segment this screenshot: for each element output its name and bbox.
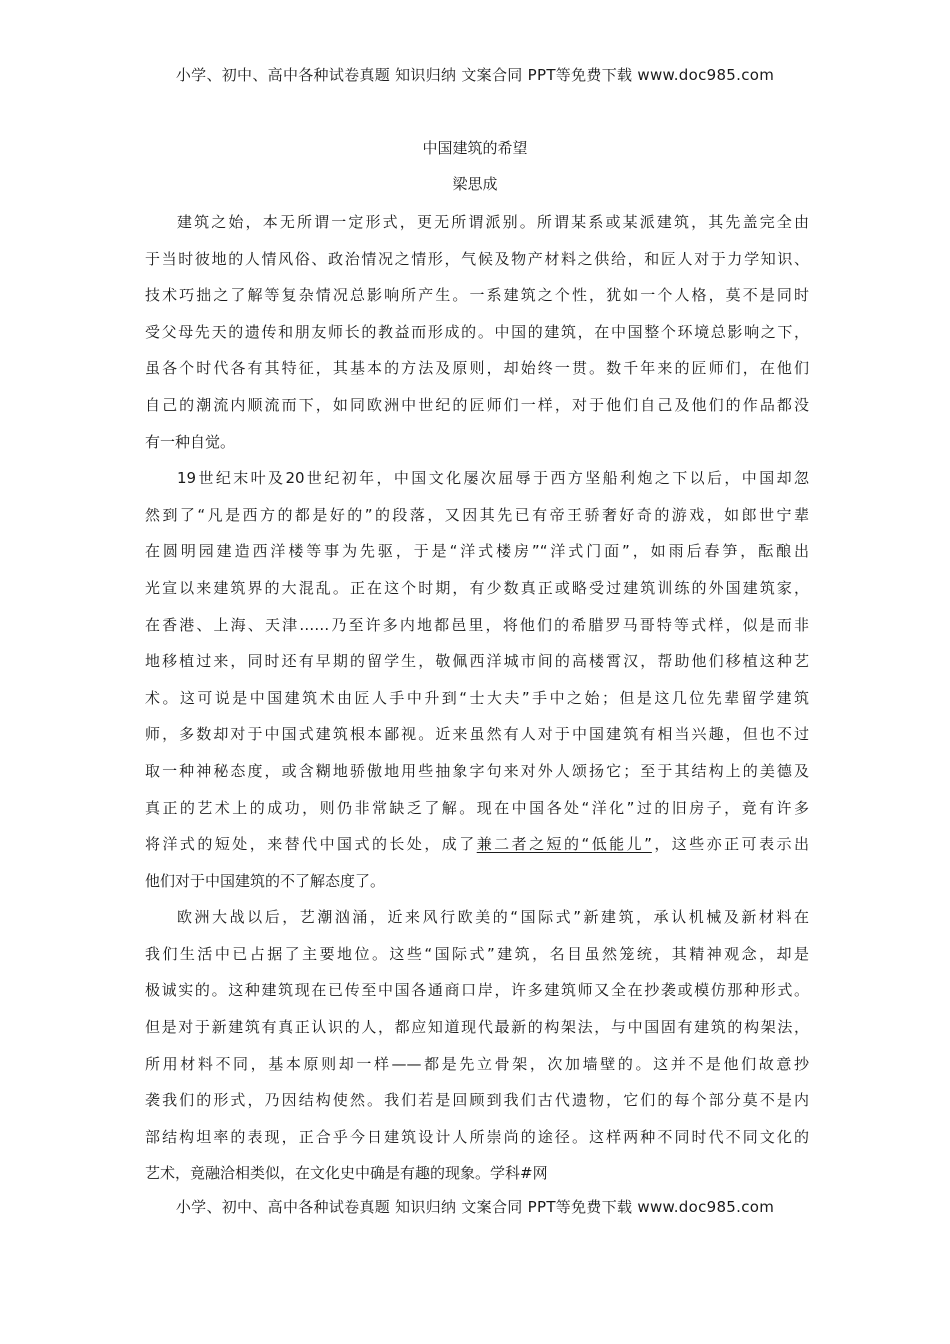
text-line: 建筑之始，本无所谓一定形式，更无所谓派别。所谓某系或某派建筑，其先盖完全由	[177, 213, 809, 231]
text-line: 技术巧拙之了解等复杂情况总影响所产生。一系建筑之个性，犹如一个人格，莫不是同时	[145, 286, 809, 305]
text-segment: ，这些亦正可表示出	[651, 835, 809, 854]
paragraph-3	[145, 899, 809, 1192]
text-line: 于当时彼地的人情风俗、政治情况之情形，气候及物产材料之供给，和匠人对于力学知识、	[145, 249, 809, 268]
text-line: 然到了“凡是西方的都是好的”的段落，又因其先已有帝王骄奢好奇的游戏，如郎世宁辈	[145, 505, 809, 524]
footer-banner: 小学、初中、高中各种试卷真题 知识归纳 文案合同 PPT等免费下载 www.doc985.com	[175, 1198, 775, 1216]
header-banner: 小学、初中、高中各种试卷真题 知识归纳 文案合同 PPT等免费下载 www.doc985.com	[175, 66, 775, 84]
text-line: 师，多数却对于中国式建筑根本鄙视。近来虽然有人对于中国建筑有相当兴趣，但也不过	[145, 725, 809, 744]
article-body	[145, 204, 809, 1192]
article-title: 中国建筑的希望	[422, 139, 528, 157]
text-segment: 将洋式的短处，来替代中国式的长处，成了	[145, 835, 477, 854]
text-line: 真正的艺术上的成功，则仍非常缺乏了解。现在中国各处“洋化”过的旧房子，竟有许多	[145, 798, 809, 817]
text-line: 虽各个时代各有其特征，其基本的方法及原则，却始终一贯。数千年来的匠师们，在他们	[145, 359, 809, 378]
text-line: 术。这可说是中国建筑术由匠人手中升到“士大夫”手中之始；但是这几位先辈留学建筑	[145, 688, 809, 707]
text-line: 部结构坦率的表现，正合乎今日建筑设计人所崇尚的途径。这样两种不同时代不同文化的	[145, 1127, 809, 1146]
text-line: 取一种神秘态度，或含糊地骄傲地用些抽象字句来对外人颂扬它；至于其结构上的美德及	[145, 761, 809, 780]
text-line: 地移植过来，同时还有早期的留学生，敬佩西洋城市间的高楼霄汉，帮助他们移植这种艺	[145, 652, 809, 671]
text-line: 欧洲大战以后，艺潮汹涌，近来风行欧美的“国际式”新建筑，承认机械及新材料在	[177, 908, 809, 927]
article-author: 梁思成	[452, 175, 498, 193]
text-line: 他们对于中国建筑的不了解态度了。	[145, 871, 386, 890]
text-line: 有一种自觉。	[145, 432, 236, 451]
text-line: 光宣以来建筑界的大混乱。正在这个时期，有少数真正或略受过建筑训练的外国建筑家，	[145, 578, 809, 597]
text-line-with-underline	[145, 826, 809, 863]
text-line: 我们生活中已占据了主要地位。这些“国际式”建筑，名目虽然笼统，其精神观念，却是	[145, 944, 809, 963]
paragraph-2	[145, 460, 809, 899]
text-line: 受父母先天的遗传和朋友师长的教益而形成的。中国的建筑，在中国整个环境总影响之下，	[145, 322, 809, 341]
text-line: 极诚实的。这种建筑现在已传至中国各通商口岸，许多建筑师又全在抄袭或模仿那种形式。	[145, 981, 809, 1000]
text-line: 19世纪末叶及20世纪初年，中国文化屡次屈辱于西方坚船利炮之下以后，中国却忽	[177, 469, 809, 488]
text-line: 但是对于新建筑有真正认识的人，都应知道现代最新的构架法，与中国固有建筑的构架法，	[145, 1018, 809, 1037]
text-line: 艺术，竟融洽相类似，在文化史中确是有趣的现象。学科#网	[145, 1164, 548, 1183]
text-line: 所用材料不同，基本原则却一样——都是先立骨架，次加墙壁的。这并不是他们故意抄	[145, 1054, 809, 1073]
text-line: 在香港、上海、天津……乃至许多内地都邑里，将他们的希腊罗马哥特等式样，似是而非	[145, 615, 809, 634]
text-line: 在圆明园建造西洋楼等事为先驱，于是“洋式楼房”“洋式门面”，如雨后春笋，酝酿出	[145, 542, 809, 561]
text-line: 袭我们的形式，乃因结构使然。我们若是回顾到我们古代遗物，它们的每个部分莫不是内	[145, 1091, 809, 1110]
paragraph-1	[145, 204, 809, 460]
underlined-phrase: 兼二者之短的“低能儿”	[476, 835, 652, 854]
text-line: 自己的潮流内顺流而下，如同欧洲中世纪的匠师们一样，对于他们自己及他们的作品都没	[145, 395, 809, 414]
